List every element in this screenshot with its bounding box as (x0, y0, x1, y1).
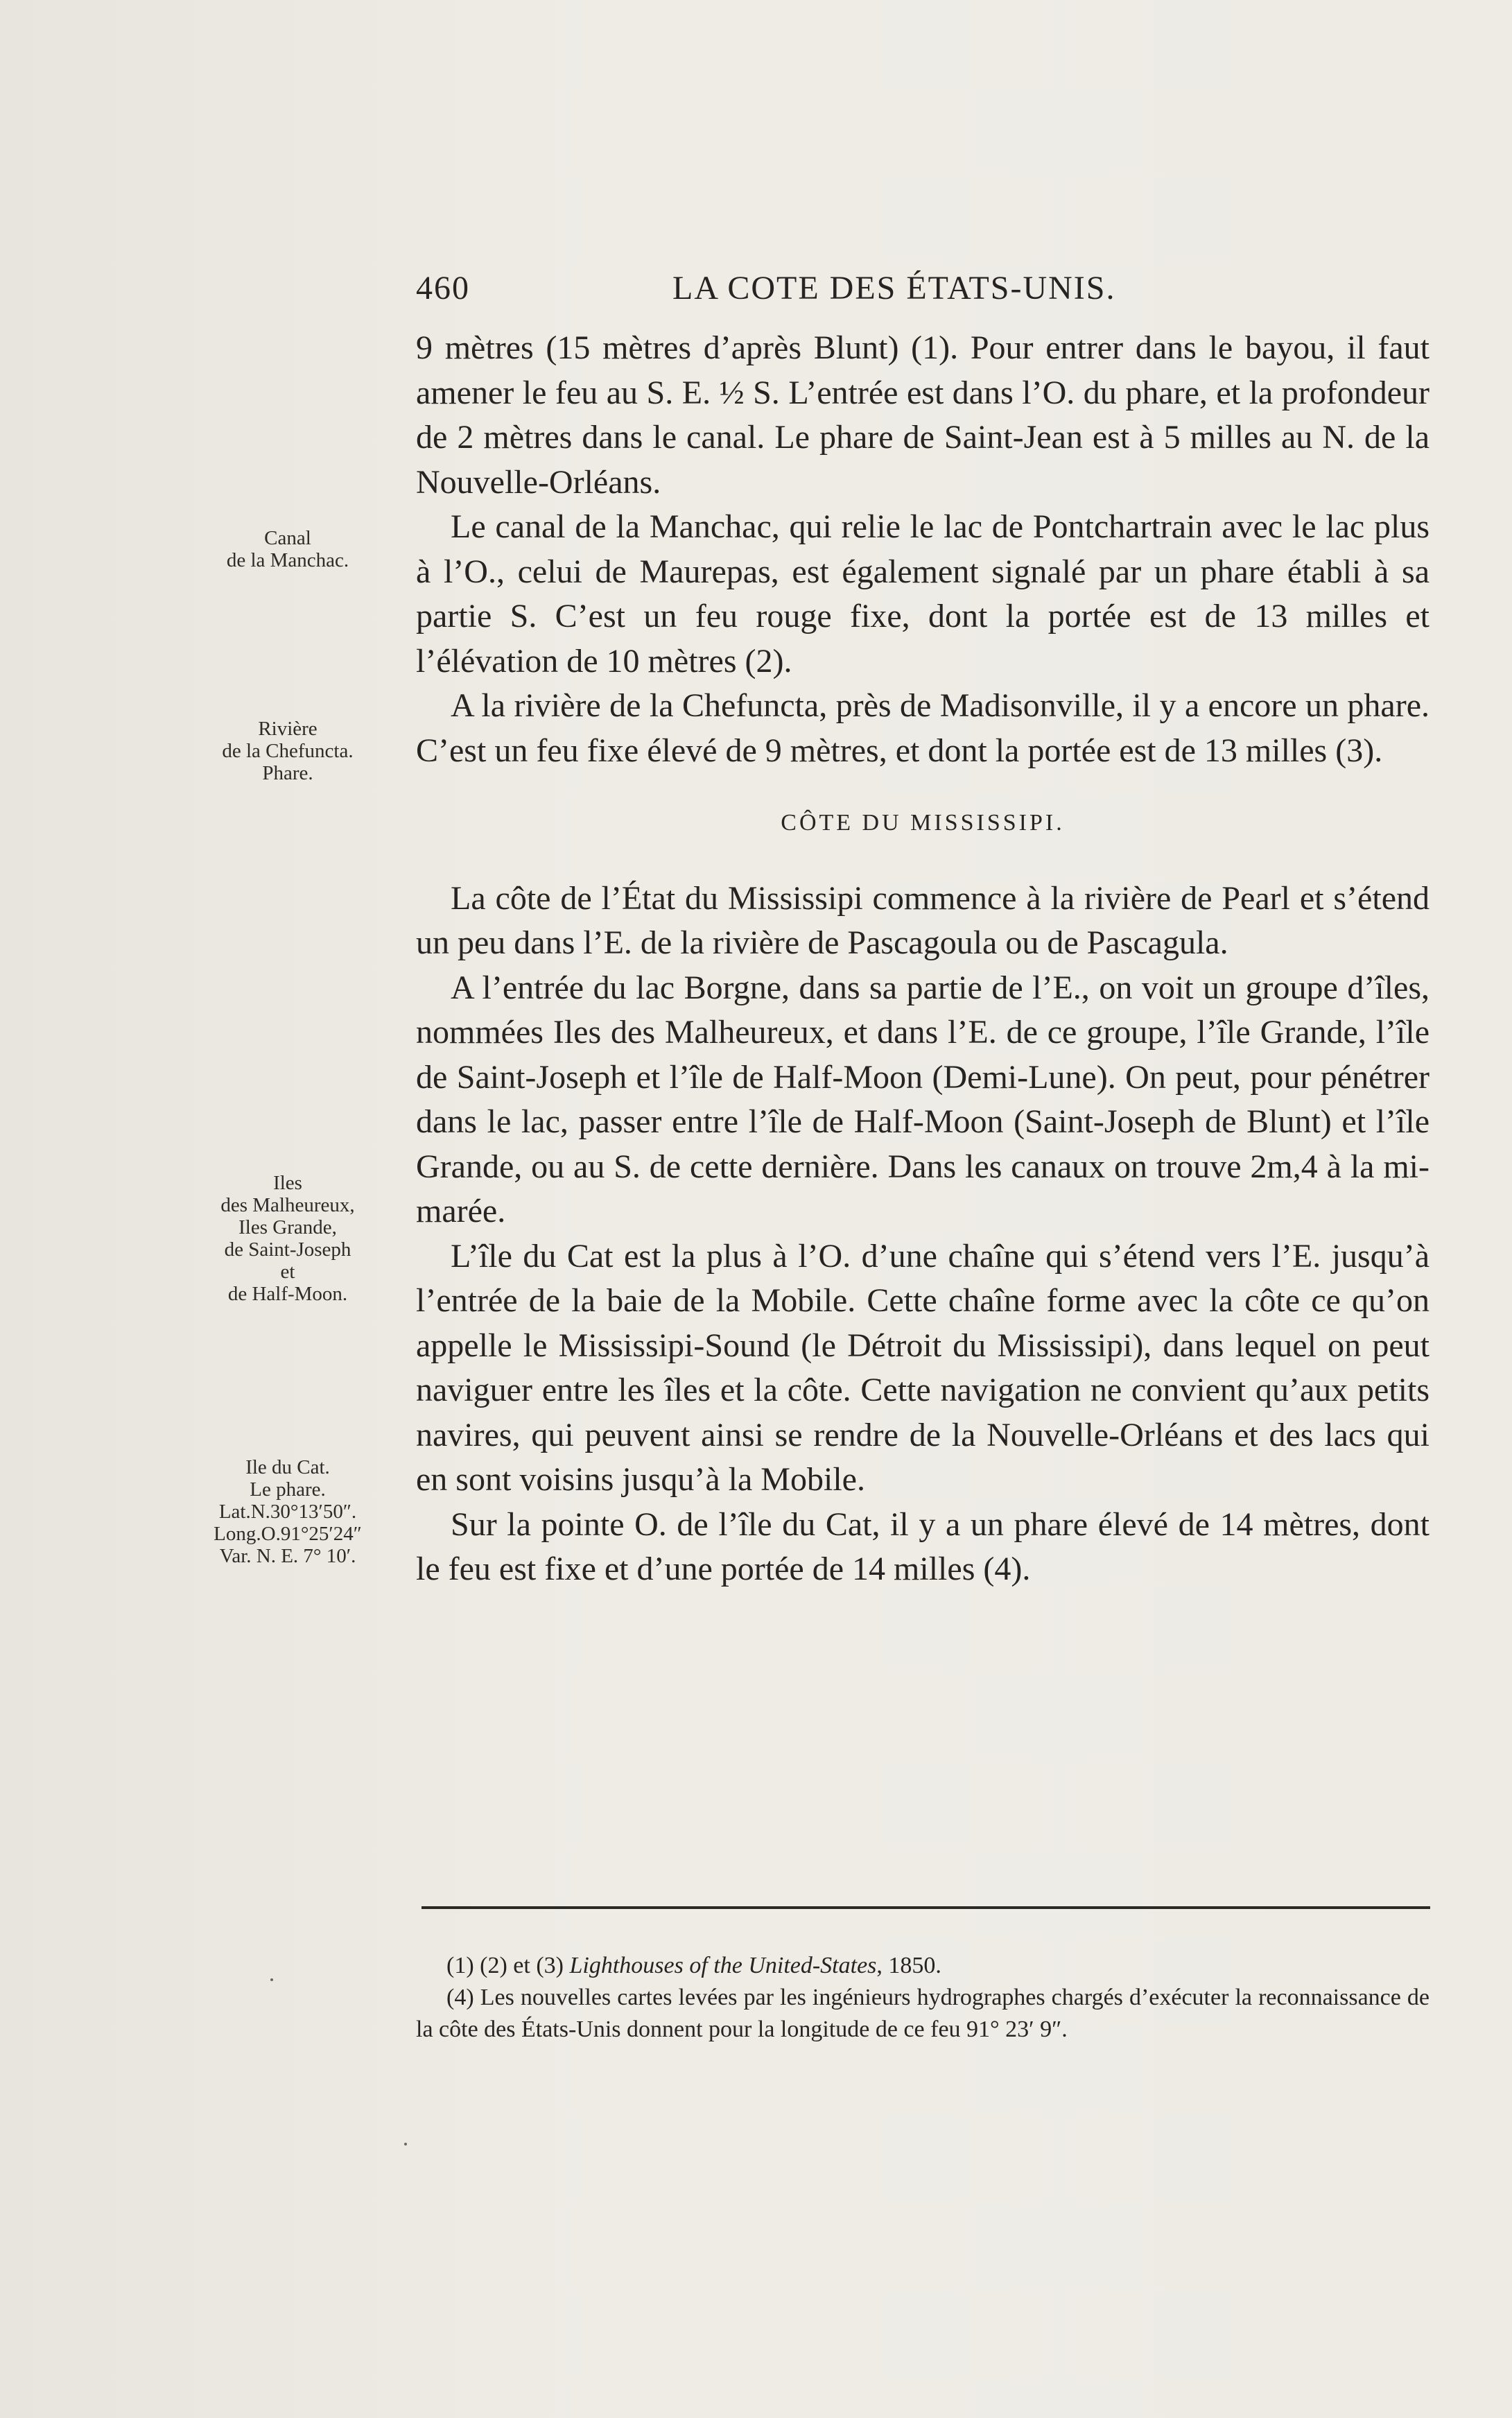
margin-note-ile-du-cat (173, 1456, 402, 1567)
section-heading: CÔTE DU MISSISSIPI. (781, 810, 1065, 836)
paper-speck (404, 2143, 407, 2145)
margin-note-line: de Half-Moon. (227, 1283, 348, 1305)
margin-note-line: Canal (264, 527, 311, 549)
page-number: 460 (416, 270, 470, 306)
footnote-suffix: , 1850. (876, 1953, 941, 1978)
margin-note-line: de la Chefuncta. (222, 740, 354, 762)
footnotes (416, 1950, 1430, 2046)
margin-note-iles (173, 1172, 402, 1305)
footnote-prefix: (1) (2) et (3) (446, 1953, 570, 1978)
margin-note-line: Lat.N.30°13′50″. (218, 1501, 357, 1523)
margin-note-line: Iles Grande, (238, 1216, 337, 1238)
running-header (416, 269, 1428, 311)
margin-note-line: des Malheureux, (220, 1194, 355, 1216)
margin-note-line: Le phare. (250, 1478, 326, 1501)
paragraph: Le canal de la Manchac, qui relie le lac de Pontchartrain avec le lac plus à l’O., celui de Maurepas, est également signalé par un phare établi à sa partie S. C’est un feu rouge fixe, dont la portée est de 13 milles et l’élévation de 10 mètres (2). (416, 508, 1430, 680)
margin-note-line: Phare. (262, 762, 313, 784)
margin-note-line: Var. N. E. 7° 10′. (219, 1545, 356, 1567)
paragraph: L’île du Cat est la plus à l’O. d’une chaîne qui s’étend vers l’E. jusqu’à l’entrée de la baie de la Mobile. Cette chaîne forme avec la côte ce qu’on appelle le Mississipi-Sound (le Détroit du Mississipi), dans lequel on peut naviguer entre les îles et la côte. Cette navigation ne convient qu’aux petits navires, qui peuvent ainsi se rendre de la Nouvelle-Orléans et des lacs qui en sont voisins jusqu’à la Mobile. (416, 1237, 1430, 1498)
margin-note-line: Iles (273, 1172, 302, 1194)
paragraph: A l’entrée du lac Borgne, dans sa partie de l’E., on voit un groupe d’îles, nommées Iles des Malheureux, et dans l’E. de ce groupe, l’île Grande, l’île de Saint-Joseph et l’île de Half-Moon (Demi-Lune). On peut, pour pénétrer dans le lac, passer entre l’île de Half-Moon (Saint-Joseph de Blunt) et l’île Grande, ou au S. de cette dernière. Dans les canaux on trouve 2m,4 à la mi-marée. (416, 969, 1430, 1229)
paper-speck (270, 1978, 273, 1981)
footnote-divider (422, 1906, 1430, 1909)
margin-note-chefuncta (173, 718, 402, 784)
margin-note-line: de la Manchac. (226, 549, 349, 571)
paragraph: Sur la pointe O. de l’île du Cat, il y a un phare élevé de 14 mètres, dont le feu est fixe et d’une portée de 14 milles (4). (416, 1505, 1430, 1587)
running-title: LA COTE DES ÉTATS-UNIS. (672, 270, 1116, 306)
margin-note-line: et (280, 1261, 295, 1283)
margin-note-canal-manchac (173, 527, 402, 571)
footnote (416, 1950, 1430, 1982)
main-text (416, 326, 1430, 1592)
margin-note-line: Long.O.91°25′24″ (214, 1523, 362, 1545)
margin-note-line: Rivière (258, 718, 318, 740)
margin-note-line: Ile du Cat. (245, 1456, 330, 1478)
footnote: (4) Les nouvelles cartes levées par les ingénieurs hydrographes chargés d’exécuter la reconnaissance de la côte des États-Unis donnent pour la longitude de ce feu 91° 23′ 9″. (416, 1985, 1430, 2042)
paragraph: La côte de l’État du Mississipi commence à la rivière de Pearl et s’étend un peu dans l’E. de la rivière de Pascagoula ou de Pascagula. (416, 879, 1430, 961)
paragraph: A la rivière de la Chefuncta, près de Madisonville, il y a encore un phare. C’est un feu fixe élevé de 9 mètres, et dont la portée est de 13 milles (3). (416, 687, 1430, 769)
margin-note-line: de Saint-Joseph (224, 1238, 351, 1261)
paragraph: 9 mètres (15 mètres d’après Blunt) (1). Pour entrer dans le bayou, il faut amener le feu au S. E. ½ S. L’entrée est dans l’O. du phare, et la profondeur de 2 mètres dans le canal. Le phare de Saint-Jean est à 5 milles au N. de la Nouvelle-Orléans. (416, 329, 1430, 501)
footnote-source-title: Lighthouses of the United-States (569, 1953, 877, 1978)
